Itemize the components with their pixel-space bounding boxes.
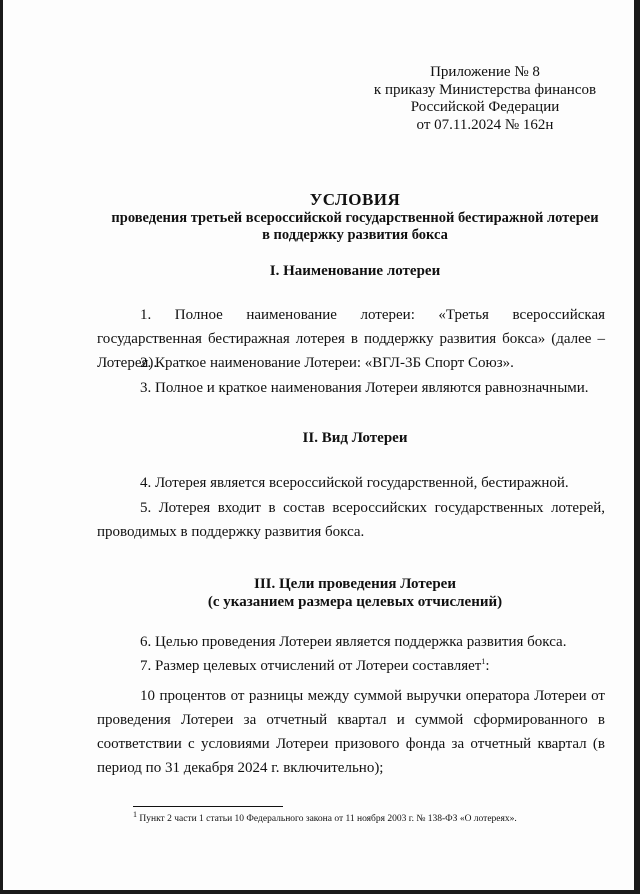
- paragraph-1: 1. Полное наименование лотереи: «Третья всероссийская государственная бестиражная лотерея в поддержку развития бокса» (далее – Лотерея).: [97, 307, 605, 371]
- scan-edge-left: [0, 0, 3, 894]
- document-title: [60, 190, 640, 244]
- section-heading-3-line1: III. Цели проведения Лотереи: [254, 576, 456, 592]
- paragraph-6: 6. Целью проведения Лотереи является поддержка развития бокса.: [140, 634, 567, 650]
- paragraph-8: 10 процентов от разницы между суммой выручки оператора Лотереи от проведения Лотереи за отчетный квартал и суммой сформированного в соответствии с условиями Лотереи призового фонда за отчетный квартал (в период по 31 декабря 2024 г. включительно);: [97, 688, 605, 776]
- footnote-divider: [133, 806, 283, 807]
- title-main: УСЛОВИЯ: [309, 190, 401, 209]
- annex-country: Российской Федерации: [410, 99, 560, 115]
- footnote: [133, 809, 613, 825]
- title-subtitle-line2: в поддержку развития бокса: [262, 227, 448, 243]
- footnote-text: Пункт 2 части 1 статьи 10 Федерального закона от 11 ноября 2003 г. № 138-ФЗ «О лотереях».: [137, 814, 517, 824]
- section-heading-2: II. Вид Лотереи: [302, 430, 408, 446]
- section-heading-1: I. Наименование лотереи: [269, 263, 441, 279]
- footnote-mark: 1: [133, 809, 137, 819]
- paragraph-7-text: 7. Размер целевых отчислений от Лотереи составляет: [140, 658, 482, 674]
- annex-number: Приложение № 8: [430, 64, 540, 80]
- footnote-reference[interactable]: 1: [481, 657, 486, 666]
- section-heading-3: [60, 575, 640, 611]
- annex-date: от 07.11.2024 № 162н: [416, 116, 554, 133]
- title-subtitle-line1: проведения третьей всероссийской государственной бестиражной лотереи: [111, 210, 599, 226]
- paragraph-3: 3. Полное и краткое наименования Лотереи являются равнозначными.: [140, 380, 589, 396]
- scan-edge-right: [634, 0, 640, 894]
- section-heading-3-line2: (с указанием размера целевых отчислений): [207, 594, 503, 610]
- annex-block: [360, 64, 610, 134]
- paragraph-7: [97, 654, 605, 678]
- scan-edge-bottom: [0, 890, 640, 894]
- paragraph-7-colon: :: [485, 658, 490, 674]
- annex-order-ref: к приказу Министерства финансов: [373, 81, 597, 98]
- paragraph-4: 4. Лотерея является всероссийской государственной, бестиражной.: [140, 475, 569, 491]
- paragraph-5: 5. Лотерея входит в состав всероссийских государственных лотерей, проводимых в поддержку развития бокса.: [97, 500, 605, 540]
- paragraph-2: 2. Краткое наименование Лотереи: «ВГЛ-3Б Спорт Союз».: [140, 355, 514, 371]
